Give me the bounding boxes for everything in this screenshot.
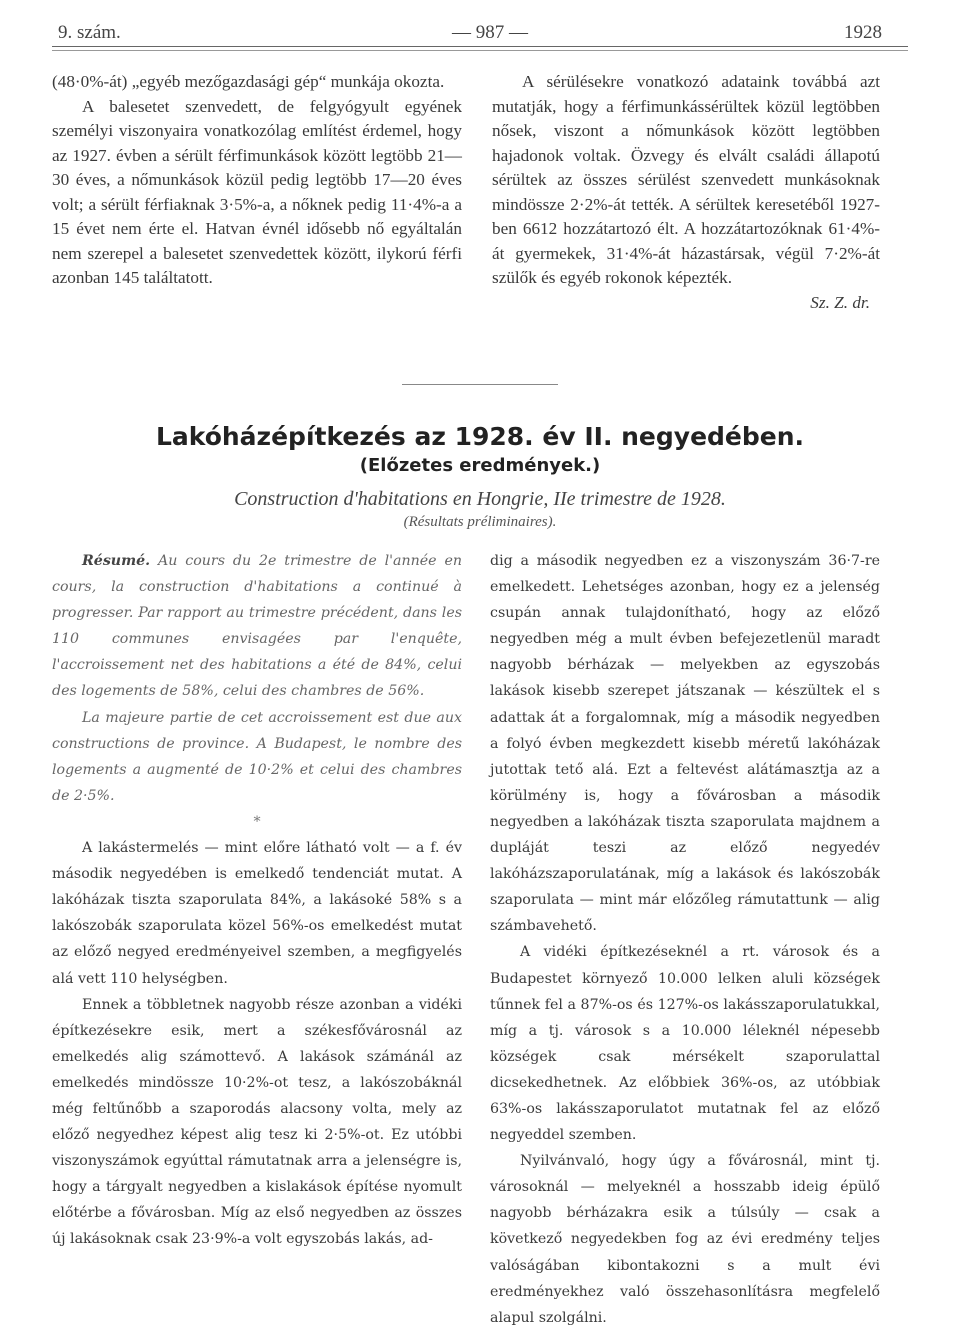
paragraph: A vidéki építkezéseknél a rt. városok és a Budapestet környező 10.000 lelken aluli községek tűnnek fel a 87%-os és 127%-os lakásszaporulatukkal, míg a tj. városok s a 10.000 léleknél népesebb községek csak mérsékelt szaporulattal dicsekedhetnek. Az előbbiek 36%-os, az utóbbiak 63%-os lakásszaporulatot mutatnak fel az előző negyeddel szemben. — [490, 944, 880, 1144]
resume-label: Résumé. — [82, 553, 151, 569]
resume-text: Au cours du 2e trimestre de l'année en cours, la construction d'habitations a continué à progresser. Par rapport au trimestre précédent, dans les 110 communes envisagées par l'enquête, l'accroissement net des habitations a été de 84%, celui des logements de 58%, celui des chambres de 56%. — [52, 553, 462, 700]
paragraph: (48·0%-át) „egyéb mezőgazdasági gép“ munkája okozta. — [52, 72, 445, 91]
article-title-french: Construction d'habitations en Hongrie, IIe trimestre de 1928. — [234, 488, 726, 510]
header-rule-thin — [52, 50, 908, 51]
paragraph: Nyilvánvaló, hogy úgy a fővárosnál, mint tj. városoknál — melyeknél a hosszabb ideig épülő nagyobb bérházakra esik a túlsúly — csak a következő negyedekben fog az évi eredmény teljes valóságában kibontakozni s a mult évi eredményekhez való összehasonlításra megfelelő alapul szolgálni. — [490, 1153, 880, 1326]
paragraph: A balesetet szenvedett, de felgyógyult egyének személyi viszonyaira vonatkozólag említést érdemel, hogy az 1927. évben a sérült férfimunkások között legtöbb 21—30 éves, a nőmunkások közül pedig legtöbb 17—20 éves volt; a sérült férfiaknak 3·5%-a, a nőknek pedig 11·4%-a a 15 évet nem érte el. Hatvan évnél idősebb nő egyáltalán nem szerepel a balesetet szenvedettek között, ilykorú férfi azonban 145 találtatott. — [52, 96, 462, 287]
top-right-column — [492, 70, 880, 315]
paragraph: dig a második negyedben ez a viszonyszám 36·7-re emelkedett. Lehetséges azonban, hogy ez a jelenség csupán annak tulajdonítható, hogy az előző negyedben még a mult évben befejezetlenül maradt nagyobb bérházak — melyekben az egyszobás lakások kisebb szerepet játszanak — készültek el s adattak át a forgalomnak, míg a második negyedben a folyó évben megkezdett kisebb méretű lakóházak jutottak tető alá. Ezt a feltevést alátámasztja az a körülmény is, hogy a fővárosban a második negyedben a lakóházak tiszta szaporulata majdnem a dupláját teszi az előző negyedév lakóházszaporulatának, míg a lakások és lakószobák szaporulata — mint már előzőleg rámutattunk — alig számbavehető. — [490, 553, 880, 935]
resume-paragraph — [52, 548, 462, 705]
resume-paragraph: La majeure partie de cet accroissement est due aux constructions de province. A Budapest, le nombre des logements a augmenté de 10·2% et celui des chambres de 2·5%. — [52, 709, 462, 804]
article-subtitle: (Előzetes eredmények.) — [359, 455, 601, 476]
section-star: * — [253, 813, 261, 830]
year: 1928 — [844, 22, 882, 43]
bottom-right-column — [490, 548, 880, 1331]
top-left-column — [52, 70, 462, 291]
page-number: — 987 — — [452, 22, 528, 43]
article-title: Lakóházépítkezés az 1928. év II. negyedében. — [155, 422, 805, 451]
paragraph: Ennek a többletnek nagyobb része azonban a vidéki építkezésekre esik, mert a székesfővárosnál az emelkedés alig számottevő. A lakások számánál az emelkedés mindössze 10·2%-ot tesz, a lakószobáknál még feltűnőbb a szaporodás alacsony volta, mely az előző negyedhez képest alig tesz ki 2·5%-ot. Ez utóbbi viszonyszámok egyúttal rámutatnak arra a jelenségre is, hogy a tárgyalt negyedben a kislakások építése nyomult előtérbe a fővárosban. Míg az első negyedben az összes új lakásoknak csak 23·9%-a volt egyszobás lakás, ad- — [52, 996, 462, 1248]
issue-number: 9. szám. — [58, 22, 121, 43]
section-divider — [402, 384, 558, 385]
paragraph: A sérülésekre vonatkozó adataink továbbá azt mutatják, hogy a férfimunkássérültek közül legtöbben nősek, viszont a nőmunkások között legtöbben hajadonok voltak. Özvegy és elvált családi állapotú sérültek az összes sérülést szenvedett munkásoknak mindössze 2·2%-át tették. A sérültek keresetéből 1927-ben 6612 hozzátartozó élt. A hozzátartozóknak 61·4%-át gyermekek, 31·4%-át házastársak, végül 7·2%-át szülők és egyéb rokonok képezték. — [492, 72, 880, 287]
article-subtitle-french: (Résultats préliminaires). — [403, 514, 557, 530]
paragraph: A lakástermelés — mint előre látható volt — a f. év második negyedében is emelkedő tendenciát mutat. A lakóházak tiszta szaporulata 84%, a lakásoké 58% s a lakószobák szaporulata közel 56%-os emelkedést mutat az előző negyed eredményeivel szemben, a megfigyelés alá vett 110 helységben. — [52, 840, 462, 987]
header-rule — [52, 46, 908, 47]
bottom-left-column — [52, 548, 462, 1253]
author-signature: Sz. Z. dr. — [810, 292, 870, 312]
